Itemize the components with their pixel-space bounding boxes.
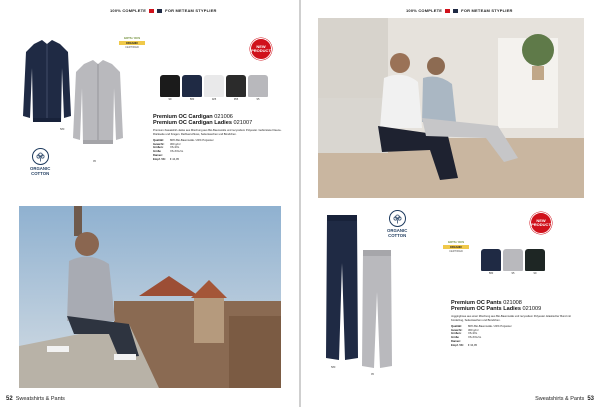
- certification-badge: [117, 36, 147, 54]
- navy-swatch-icon: [157, 9, 162, 13]
- page-footer-right: [535, 396, 594, 402]
- swatch-color: [160, 75, 180, 97]
- swatch-color: [248, 75, 268, 97]
- header-label: 100% COMPLETE: [406, 8, 443, 13]
- swatch: [204, 75, 224, 101]
- organic-cotton-logo: [30, 148, 50, 176]
- cotton-label: COTTON: [31, 170, 50, 176]
- jacket-tag-grey: 95: [93, 160, 96, 163]
- new-product-badge: [530, 212, 552, 234]
- swatch-code: 99: [168, 98, 172, 101]
- badge-line1: NEW: [256, 43, 266, 49]
- cert-bottom-label: CERTIFIED: [449, 250, 463, 253]
- navy-pants-image: [325, 213, 359, 363]
- cert-mid-label: ORGANIC: [119, 41, 145, 45]
- section-name: Sweatshirts & Pants: [535, 396, 585, 402]
- swatch-code: 95: [511, 272, 515, 275]
- swatch-color: [481, 249, 501, 271]
- badge-line2: PRODUCT: [531, 222, 551, 227]
- product-title-1: Premium OC Pants 021008: [451, 300, 522, 306]
- header-left: [110, 8, 217, 13]
- new-product-badge: [250, 38, 272, 60]
- organic-cotton-logo: [387, 210, 407, 238]
- product-title-2: Premium OC Cardigan Ladies 021007: [153, 120, 253, 127]
- cert-bottom-label: CERTIFIED: [125, 46, 139, 49]
- swatch: [182, 75, 202, 101]
- swatch-color: [204, 75, 224, 97]
- swatch-code: 025: [211, 98, 217, 101]
- header-right: [406, 8, 513, 13]
- swatch-color: [525, 249, 545, 271]
- jacket-tag-navy: 580: [60, 128, 65, 131]
- pants-tag-navy: 580: [331, 366, 336, 369]
- page-number: 52: [6, 396, 13, 402]
- swatch: [248, 75, 268, 101]
- swatch: [160, 75, 180, 101]
- product-info-pants: [451, 300, 583, 348]
- page-footer-left: [6, 396, 65, 402]
- swatch: [503, 249, 523, 275]
- cert-top-label: GOTS / OCS: [123, 36, 141, 40]
- product-specs: Qualität: 80% Bio-Baumwolle / 20% Polyester Gewicht: 300 g/m² Größen: XS-3XL Größe Damen: XS-XXL/1L Empf. VK: € 34,95: [451, 324, 512, 348]
- swatch: [226, 75, 246, 101]
- cotton-label: COTTON: [388, 232, 407, 238]
- catalog-page-left: [0, 0, 299, 407]
- page-number: 53: [587, 396, 594, 402]
- catalog-page-right: [301, 0, 600, 407]
- swatch-color: [226, 75, 246, 97]
- product-specs: Qualität: 80% Bio-Baumwolle / 20% Polyester Gewicht: 300 g/m² Größen: XS-3XL Größe Damen: XS-XXL/1L Empf. VK: € 44,95: [153, 138, 214, 162]
- header-label-secondary: FOR METEAM STYPLIER: [165, 8, 217, 13]
- product-description: Jogginghose aus einer Mischung aus Bio-Baumwolle und recyceltem Polyester. Elastischer Bund mit Kordelzug, Seitentaschen und Bündchen.: [451, 314, 571, 322]
- organic-label: ORGANIC: [387, 228, 408, 233]
- badge-line1: NEW: [536, 217, 546, 223]
- navy-cardigan-image: [22, 38, 72, 126]
- cotton-flower-icon: [32, 148, 49, 165]
- swatch: [525, 249, 545, 275]
- section-name: Sweatshirts & Pants: [15, 396, 65, 402]
- color-swatches: [481, 249, 545, 275]
- pants-tag-grey: 95: [371, 373, 374, 376]
- product-title-1: Premium OC Cardigan 021006: [153, 114, 233, 120]
- swatch-code: 580: [189, 98, 195, 101]
- grey-cardigan-image: [72, 58, 124, 148]
- badge-line2: PRODUCT: [251, 48, 271, 53]
- header-label: 100% COMPLETE: [110, 8, 147, 13]
- swatch-color: [503, 249, 523, 271]
- organic-label: ORGANIC: [30, 166, 51, 171]
- red-swatch-icon: [149, 9, 154, 13]
- product-title-2: Premium OC Pants Ladies 021009: [451, 306, 542, 313]
- swatch-code: 99: [533, 272, 537, 275]
- rooftop-lifestyle-photo: [19, 206, 281, 388]
- swatch: [481, 249, 501, 275]
- product-info-cardigan: [153, 114, 285, 162]
- cert-mid-label: ORGANIC: [443, 245, 469, 249]
- swatch-code: 580: [488, 272, 494, 275]
- header-label-secondary: FOR METEAM STYPLIER: [461, 8, 513, 13]
- living-room-lifestyle-photo: [318, 18, 584, 198]
- grey-pants-image: [361, 248, 393, 370]
- swatch-code: 95: [256, 98, 260, 101]
- swatch-code: 955: [233, 98, 239, 101]
- product-description: Premium-Sweatshirt-Jacke aus Mischung aus Bio-Baumwolle und recyceltem Polyester. Gebürstete Fleece-Rückseite und Kragen. Reißverschluss, Seitentaschen und Bündchen.: [153, 128, 282, 136]
- navy-swatch-icon: [453, 9, 458, 13]
- red-swatch-icon: [445, 9, 450, 13]
- swatch-color: [182, 75, 202, 97]
- certification-badge: [441, 240, 471, 258]
- color-swatches: [160, 75, 268, 101]
- cotton-flower-icon: [389, 210, 406, 227]
- cert-top-label: GOTS / OCS: [447, 240, 465, 244]
